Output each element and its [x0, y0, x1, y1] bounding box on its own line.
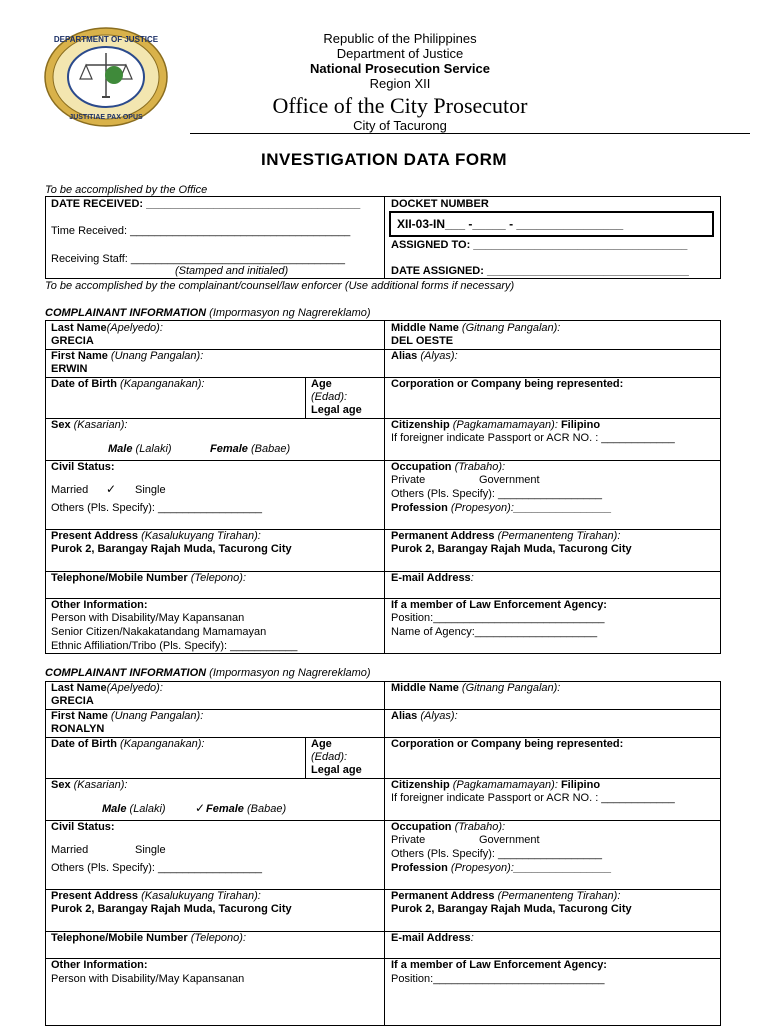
table-1-divider	[384, 320, 385, 654]
age-tl-label-2: (Edad):	[311, 751, 348, 763]
senior-option-1[interactable]: Senior Citizen/Nakakatandang Mamamayan	[51, 626, 267, 638]
ethnic-field-1[interactable]: Ethnic Affiliation/Tribo (Pls. Specify): ___________	[51, 640, 298, 652]
telephone-field-1[interactable]: Telephone/Mobile Number (Telepono):	[51, 572, 247, 584]
male-option-1[interactable]: Male (Lalaki)	[108, 443, 172, 455]
age-tl-label-1: (Edad):	[311, 391, 348, 403]
sex-label-1: Sex (Kasarian):	[51, 419, 128, 431]
law-member-label-2: If a member of Law Enforcement Agency:	[391, 959, 607, 971]
occupation-label-2: Occupation (Trabaho):	[391, 821, 506, 833]
permanent-address-label-1: Permanent Address (Permanenteng Tirahan):	[391, 530, 621, 542]
first-name-label-2: First Name (Unang Pangalan):	[51, 710, 204, 722]
permanent-address-value-2[interactable]: Purok 2, Barangay Rajah Muda, Tacurong City	[391, 903, 632, 915]
last-name-value-1[interactable]: GRECIA	[51, 335, 94, 347]
header-republic: Republic of the Philippines	[323, 31, 477, 46]
present-address-value-1[interactable]: Purok 2, Barangay Rajah Muda, Tacurong City	[51, 543, 292, 555]
age-value-2[interactable]: Legal age	[311, 764, 362, 776]
foreigner-field-2[interactable]: If foreigner indicate Passport or ACR NO. : ____________	[391, 792, 675, 804]
doj-seal-logo	[44, 27, 168, 127]
stamped-note: (Stamped and initialed)	[175, 265, 289, 277]
other-info-label-1: Other Information:	[51, 599, 148, 611]
female-check-icon-2: ✓	[195, 801, 206, 815]
last-name-value-2[interactable]: GRECIA	[51, 695, 94, 707]
telephone-field-2[interactable]: Telephone/Mobile Number (Telepono):	[51, 932, 247, 944]
civil-others-field-1[interactable]: Others (Pls. Specify): _________________	[51, 502, 262, 514]
married-option-2[interactable]: Married	[51, 844, 89, 856]
female-option-1[interactable]: Female (Babae)	[210, 443, 291, 455]
docket-number-value: XII-03-IN___ -_____ - ________________	[397, 217, 624, 231]
permanent-address-label-2: Permanent Address (Permanenteng Tirahan):	[391, 890, 621, 902]
civil-status-label-2: Civil Status:	[51, 821, 115, 833]
section-title-2: COMPLAINANT INFORMATION (Impormasyon ng Nagrereklamo)	[45, 667, 371, 679]
government-option-1[interactable]: Government	[479, 474, 540, 486]
date-received-field[interactable]: DATE RECEIVED: ___________________________________	[51, 198, 361, 210]
dob-label-2[interactable]: Date of Birth (Kapanganakan):	[51, 738, 205, 750]
middle-name-label-2[interactable]: Middle Name (Gitnang Pangalan):	[391, 682, 561, 694]
dob-label-1[interactable]: Date of Birth (Kapanganakan):	[51, 378, 205, 390]
form-title: INVESTIGATION DATA FORM	[260, 150, 508, 169]
single-option-1[interactable]: Single	[135, 484, 166, 496]
age-value-1[interactable]: Legal age	[311, 404, 362, 416]
civil-others-field-2[interactable]: Others (Pls. Specify): _________________	[51, 862, 262, 874]
single-option-2[interactable]: Single	[135, 844, 166, 856]
email-field-1[interactable]: E-mail Address:	[391, 572, 474, 584]
pwd-option-2[interactable]: Person with Disability/May Kapansanan	[51, 973, 245, 985]
alias-label-2[interactable]: Alias (Alyas):	[391, 710, 458, 722]
seal-top-text: DEPARTMENT OF JUSTICE	[53, 35, 159, 44]
time-received-field[interactable]: Time Received: ____________________________________	[51, 225, 351, 237]
first-name-value-1[interactable]: ERWIN	[51, 363, 88, 375]
pwd-option-1[interactable]: Person with Disability/May Kapansanan	[51, 612, 245, 624]
married-option-1[interactable]: Married	[51, 484, 89, 496]
private-option-2[interactable]: Private	[391, 834, 426, 846]
sex-label-2: Sex (Kasarian):	[51, 779, 128, 791]
section-title-1: COMPLAINANT INFORMATION (Impormasyon ng Nagrereklamo)	[45, 307, 371, 319]
receiving-staff-field[interactable]: Receiving Staff: ___________________________________	[51, 253, 346, 265]
other-info-label-2: Other Information:	[51, 959, 148, 971]
position-field-1[interactable]: Position:____________________________	[391, 612, 605, 624]
date-assigned-field[interactable]: DATE ASSIGNED: _________________________________	[391, 265, 689, 277]
foreigner-field-1[interactable]: If foreigner indicate Passport or ACR NO. : ____________	[391, 432, 675, 444]
corporation-label-2[interactable]: Corporation or Company being represented:	[391, 738, 624, 750]
header-divider	[190, 133, 750, 134]
government-option-2[interactable]: Government	[479, 834, 540, 846]
header-department: Department of Justice	[336, 46, 464, 61]
occupation-others-field-2[interactable]: Others (Pls. Specify): _________________	[391, 848, 602, 860]
first-name-value-2[interactable]: RONALYN	[51, 723, 105, 735]
seal-bottom-text: JUSTITIAE PAX OPUS	[69, 114, 143, 121]
last-name-label-1: Last Name(Apelyedo):	[51, 322, 163, 334]
header-service: National Prosecution Service	[310, 61, 490, 76]
age-label-1: Age	[311, 378, 332, 390]
profession-field-1[interactable]: Profession (Propesyon):________________	[391, 502, 612, 514]
occupation-others-field-1[interactable]: Others (Pls. Specify): _________________	[391, 488, 602, 500]
present-address-value-2[interactable]: Purok 2, Barangay Rajah Muda, Tacurong City	[51, 903, 292, 915]
citizenship-field-2[interactable]: Citizenship (Pagkamamamayan): Filipino	[391, 779, 601, 791]
last-name-label-2: Last Name(Apelyedo):	[51, 682, 163, 694]
first-name-label-1: First Name (Unang Pangalan):	[51, 350, 204, 362]
law-member-label-1: If a member of Law Enforcement Agency:	[391, 599, 607, 611]
header-region: Region XII	[369, 76, 431, 91]
profession-field-2[interactable]: Profession (Propesyon):________________	[391, 862, 612, 874]
middle-name-label-1: Middle Name (Gitnang Pangalan):	[391, 322, 561, 334]
permanent-address-value-1[interactable]: Purok 2, Barangay Rajah Muda, Tacurong City	[391, 543, 632, 555]
table-2-divider	[384, 681, 385, 1026]
header-city: City of Tacurong	[353, 118, 447, 133]
present-address-label-2: Present Address (Kasalukuyang Tirahan):	[51, 890, 261, 902]
present-address-label-1: Present Address (Kasalukuyang Tirahan):	[51, 530, 261, 542]
male-option-2[interactable]: Male (Lalaki)	[102, 803, 166, 815]
header-office: Office of the City Prosecutor	[272, 93, 528, 118]
age-label-2: Age	[311, 738, 332, 750]
private-option-1[interactable]: Private	[391, 474, 426, 486]
email-field-2[interactable]: E-mail Address:	[391, 932, 474, 944]
civil-status-label-1: Civil Status:	[51, 461, 115, 473]
age-divider-2	[305, 737, 306, 778]
citizenship-field-1[interactable]: Citizenship (Pagkamamamayan): Filipino	[391, 419, 601, 431]
age-divider-1	[305, 377, 306, 418]
corporation-label-1[interactable]: Corporation or Company being represented:	[391, 378, 624, 390]
middle-name-value-1[interactable]: DEL OESTE	[391, 335, 454, 347]
married-check-icon-1: ✓	[106, 482, 117, 496]
office-box-divider	[384, 196, 385, 279]
occupation-label-1: Occupation (Trabaho):	[391, 461, 506, 473]
agency-field-1[interactable]: Name of Agency:____________________	[391, 626, 598, 638]
office-note: To be accomplished by the Office	[45, 184, 208, 196]
assigned-to-field[interactable]: ASSIGNED TO: ___________________________________	[391, 239, 688, 251]
alias-label-1[interactable]: Alias (Alyas):	[391, 350, 458, 362]
complainant-note: To be accomplished by the complainant/counsel/law enforcer (Use additional forms if necessary)	[45, 280, 515, 292]
female-option-2[interactable]: Female (Babae)	[206, 803, 287, 815]
docket-label: DOCKET NUMBER	[391, 198, 489, 210]
position-field-2[interactable]: Position:____________________________	[391, 973, 605, 985]
